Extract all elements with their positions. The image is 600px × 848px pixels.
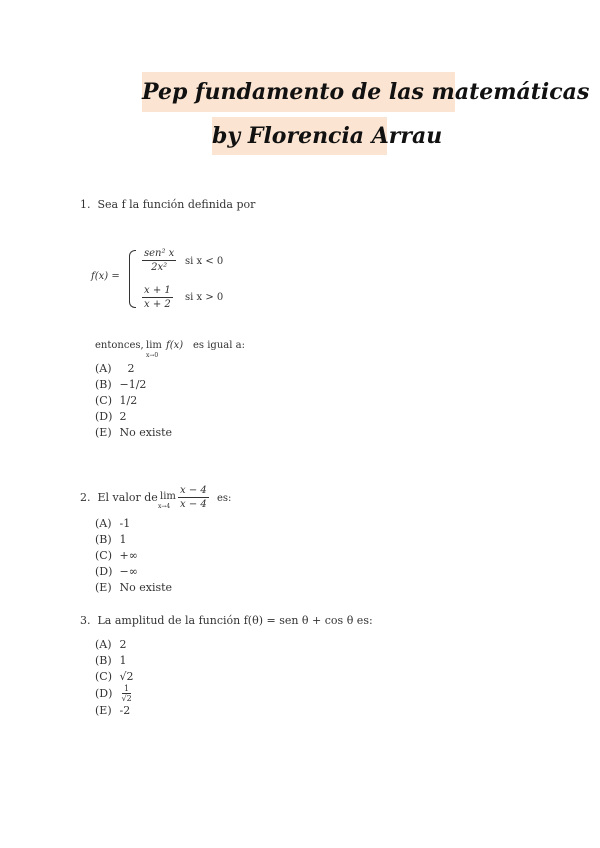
option-text: −1/2 [119,378,147,391]
option-label: (D) [95,410,113,423]
answer-option [95,394,137,407]
case-1-numerator: sen² x [144,248,175,259]
question-text: El valor de [97,491,158,504]
case-1-condition: si x < 0 [185,256,224,267]
option-text: √2 [119,670,134,683]
option-label: (C) [95,549,112,562]
option-label: (A) [95,638,112,651]
document-title-line-2: by Florencia Arrau [212,117,387,155]
limit-question-suffix: es igual a: [193,340,245,351]
piecewise-case-2 [142,284,173,311]
answer-option [95,654,127,667]
answer-option [95,549,138,562]
limit-operator: lim [160,491,176,502]
option-label: (A) [95,362,112,375]
limit-expression: f(x) [166,340,184,351]
option-label: (B) [95,654,112,667]
option-text: No existe [119,581,173,594]
answer-option [95,670,134,683]
answer-option [95,581,172,594]
question-suffix: es: [217,493,232,504]
limit-subscript: x→0 [146,352,159,359]
limit-question-prefix: entonces, [95,340,144,351]
answer-option [95,378,146,391]
limit-subscript: x→4 [158,503,171,510]
piecewise-brace [129,250,136,308]
answer-option [95,533,127,546]
option-text: 2 [119,638,127,651]
fraction-numerator: 1 [124,684,130,693]
option-text: 1 [119,654,127,667]
answer-option [95,638,127,651]
option-text: No existe [119,426,173,439]
fraction-denominator: √2 [121,694,132,703]
option-label: (E) [95,704,112,717]
answer-option [95,565,138,578]
limit-fraction [178,484,209,511]
option-fraction [120,684,134,703]
limit-operator: lim [146,340,162,351]
question-text: Sea f la función definida por [97,198,256,211]
piecewise-function-name: f(x) = [91,271,120,282]
option-text: 2 [127,362,135,375]
case-2-condition: si x > 0 [185,292,224,303]
answer-option [95,704,130,717]
question-2-prompt [80,491,158,504]
answer-option [95,410,127,423]
piecewise-case-1 [142,247,176,274]
document-title-line-1: Pep fundamento de las matemáticas [142,72,455,112]
question-text: La amplitud de la función f(θ) = sen θ + cos θ es: [97,614,373,627]
answer-option [95,362,135,375]
case-1-denominator: 2x² [151,262,168,273]
answer-option [95,684,134,703]
case-2-numerator: x + 1 [144,285,171,296]
fraction-numerator: x − 4 [180,485,207,496]
answer-option [95,426,172,439]
option-text: -2 [119,704,131,717]
option-label: (E) [95,581,112,594]
question-number: 2. [80,491,91,504]
question-1-prompt [80,198,255,211]
option-label: (C) [95,670,112,683]
option-label: (E) [95,426,112,439]
case-2-denominator: x + 2 [144,299,171,310]
option-label: (B) [95,533,112,546]
fraction-denominator: x − 4 [180,499,207,510]
option-text: 1 [119,533,127,546]
option-label: (D) [95,686,113,700]
option-text: +∞ [119,549,138,562]
question-number: 1. [80,198,91,211]
answer-option [95,517,130,530]
option-text: -1 [119,517,131,530]
option-text: 1/2 [119,394,138,407]
option-label: (D) [95,565,113,578]
option-text: 2 [119,410,127,423]
option-text: −∞ [119,565,138,578]
option-label: (C) [95,394,112,407]
option-label: (B) [95,378,112,391]
question-3-prompt [80,614,373,627]
question-number: 3. [80,614,91,627]
option-label: (A) [95,517,112,530]
